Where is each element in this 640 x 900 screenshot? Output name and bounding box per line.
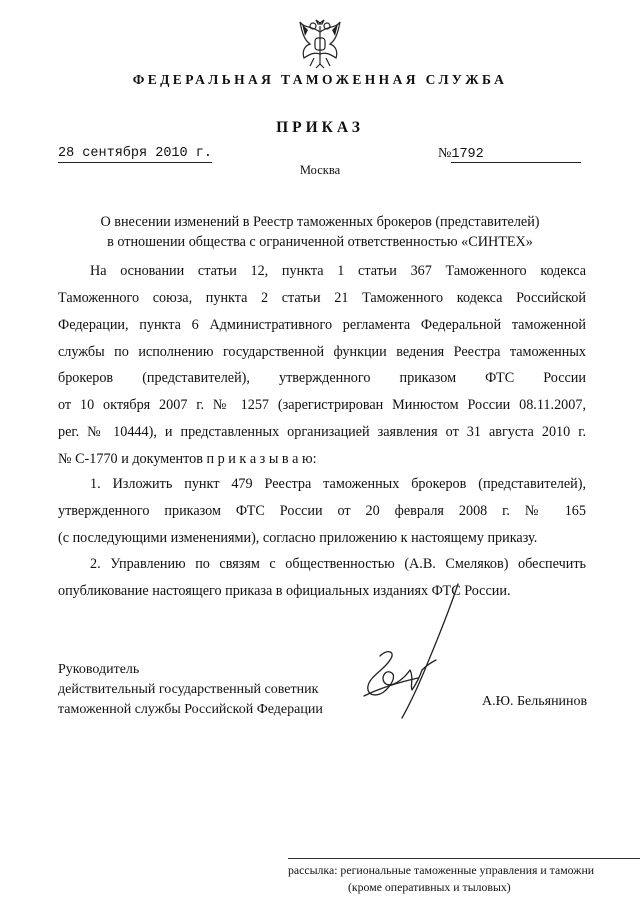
signatory-title-line: таможенной службы Российской Федерации xyxy=(58,702,323,717)
body-line: (с последующими изменениями), согласно приложению к настоящему приказу. xyxy=(58,530,538,546)
order-number: 1792 xyxy=(451,147,581,163)
agency-name: ФЕДЕРАЛЬНАЯ ТАМОЖЕННАЯ СЛУЖБА xyxy=(132,72,508,87)
body-line: Федерации, пункта 6 Административного регламента Федеральной таможенной xyxy=(58,317,586,333)
signatory-title-line: Руководитель xyxy=(58,662,140,677)
document-type-title: ПРИКАЗ xyxy=(276,119,364,136)
signatory-title xyxy=(58,660,323,720)
signatory-name: А.Ю. Бельянинов xyxy=(482,694,588,709)
body-line: опубликование настоящего приказа в официальных изданиях ФТС России. xyxy=(58,583,511,599)
body-line: 1. Изложить пункт 479 Реестра таможенных брокеров (представителей), xyxy=(90,476,586,492)
coat-of-arms-emblem-icon xyxy=(296,18,344,70)
handwritten-signature-icon xyxy=(340,578,500,728)
distribution-line: (кроме оперативных и тыловых) xyxy=(348,880,511,894)
distribution-divider xyxy=(288,858,640,859)
distribution-line: рассылка: региональные таможенные управления и таможни xyxy=(288,863,595,877)
body-line: утвержденного приказом ФТС России от 20 февраля 2008 г. № 165 xyxy=(58,503,586,519)
city-name: Москва xyxy=(299,163,341,177)
order-subject xyxy=(40,212,600,252)
order-number-field xyxy=(438,146,586,163)
body-line: № С-1770 и документов п р и к а з ы в а ю: xyxy=(58,451,317,467)
body-line: службы по исполнению государственной функции ведения Реестра таможенных xyxy=(58,344,586,360)
body-line: 2. Управлению по связям с общественностью (А.В. Смеляков) обеспечить xyxy=(90,556,586,572)
body-line: от 10 октября 2007 г. № 1257 (зарегистрирован Минюстом России 08.11.2007, xyxy=(58,397,586,413)
distribution-list xyxy=(288,862,640,896)
body-line: На основании статьи 12, пункта 1 статьи 367 Таможенного кодекса xyxy=(90,263,586,279)
body-line: Таможенного союза, пункта 2 статьи 21 Таможенного кодекса Российской xyxy=(58,290,586,306)
order-date: 28 сентября 2010 г. xyxy=(58,146,212,161)
body-line: брокеров (представителей), утвержденного приказом ФТС России xyxy=(58,370,586,386)
number-sign: № xyxy=(438,146,452,161)
subject-line: в отношении общества с ограниченной ответственностью «СИНТЕХ» xyxy=(107,234,533,250)
subject-line: О внесении изменений в Реестр таможенных брокеров (представителей) xyxy=(100,214,540,230)
body-line: рег. № 10444), и представленных организацией заявления от 31 августа 2010 г. xyxy=(58,424,586,440)
signatory-title-line: действительный государственный советник xyxy=(58,682,319,697)
